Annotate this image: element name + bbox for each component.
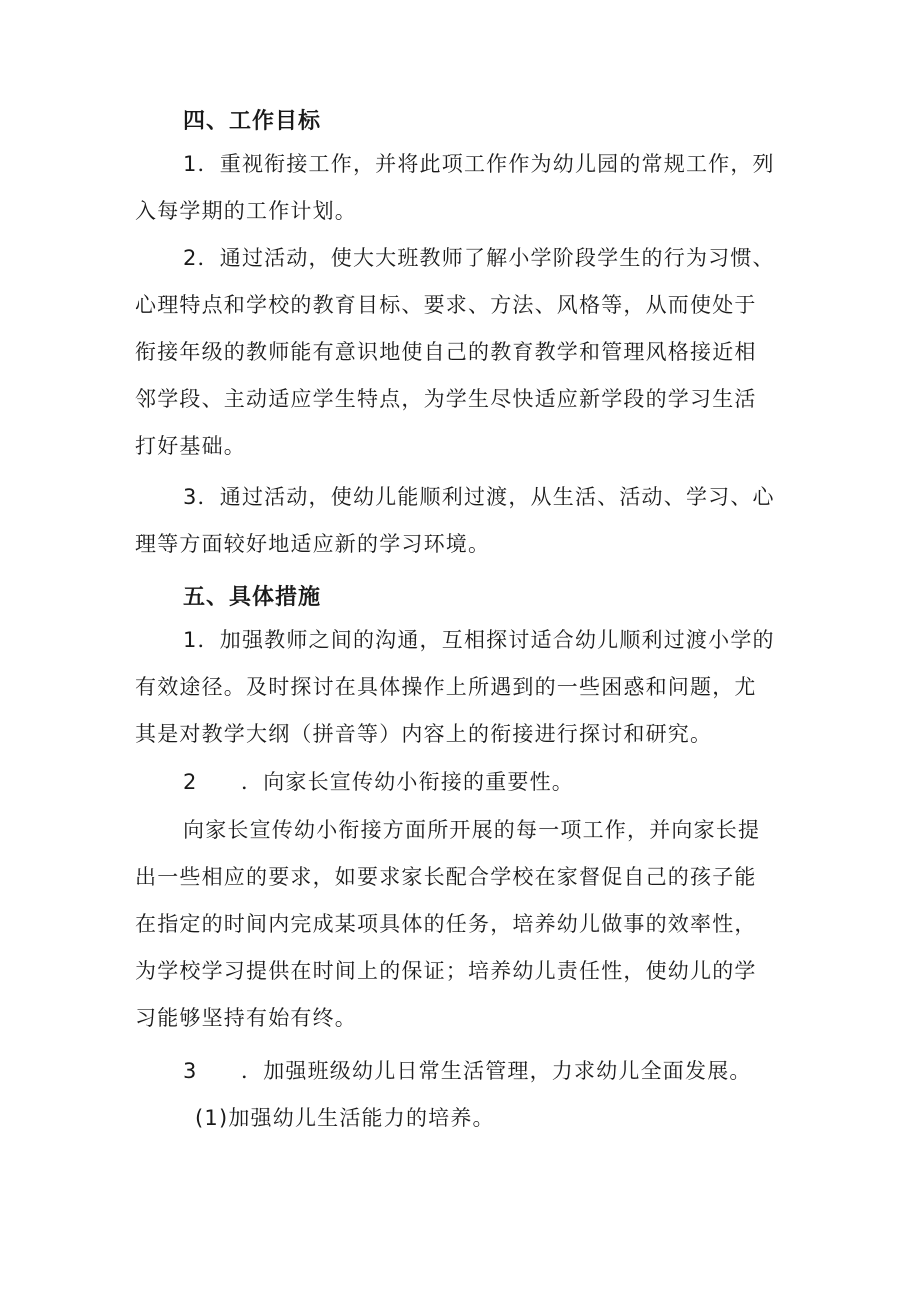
- paragraph-line: 1．加强教师之间的沟通，互相探讨适合幼儿顺利过渡小学的: [183, 628, 775, 652]
- sub-item-1: (1)加强幼儿生活能力的培养。: [195, 1106, 495, 1130]
- paragraph-line: 心理特点和学校的教育目标、要求、方法、风格等，从而使处于: [135, 293, 757, 317]
- paragraph-line: 向家长宣传幼小衔接方面所开展的每一项工作，并向家长提: [183, 818, 761, 842]
- paragraph-line: 理等方面较好地适应新的学习环境。: [135, 532, 491, 556]
- paragraph-line: 打好基础。: [135, 434, 246, 458]
- paragraph-line: 习能够坚持有始有终。: [135, 1006, 357, 1030]
- section-heading-goals: 四、工作目标: [183, 109, 322, 134]
- paragraph-line: 出一些相应的要求，如要求家长配合学校在家督促自己的孩子能: [135, 865, 757, 889]
- item-text: ．向家长宣传幼小衔接的重要性。: [241, 770, 574, 794]
- item-number: 3: [183, 1059, 198, 1083]
- item-number: 2: [183, 770, 198, 794]
- paragraph-line: 入每学期的工作计划。: [135, 199, 357, 223]
- paragraph-line: 衔接年级的教师能有意识地使自己的教育教学和管理风格接近相: [135, 340, 757, 364]
- item-text: ．加强班级幼儿日常生活管理，力求幼儿全面发展。: [241, 1059, 752, 1083]
- list-item-3: [183, 1061, 752, 1082]
- paragraph-line: 1．重视衔接工作，并将此项工作作为幼儿园的常规工作，列: [183, 152, 775, 176]
- paragraph-line: 有效途径。及时探讨在具体操作上所遇到的一些困惑和问题，尤: [135, 675, 757, 699]
- paragraph-line: 在指定的时间内完成某项具体的任务，培养幼儿做事的效率性，: [135, 912, 757, 936]
- paragraph-line: 2．通过活动，使大大班教师了解小学阶段学生的行为习惯、: [183, 246, 775, 270]
- paragraph-line: 邻学段、主动适应学生特点，为学生尽快适应新学段的学习生活: [135, 387, 757, 411]
- paragraph-line: 其是对教学大纲（拼音等）内容上的衔接进行探讨和研究。: [135, 722, 713, 746]
- paragraph-line: 3．通过活动，使幼儿能顺利过渡，从生活、活动、学习、心: [183, 485, 775, 509]
- list-item-2: [183, 772, 574, 793]
- section-heading-measures: 五、具体措施: [183, 585, 322, 610]
- paragraph-line: 为学校学习提供在时间上的保证；培养幼儿责任性，使幼儿的学: [135, 959, 757, 983]
